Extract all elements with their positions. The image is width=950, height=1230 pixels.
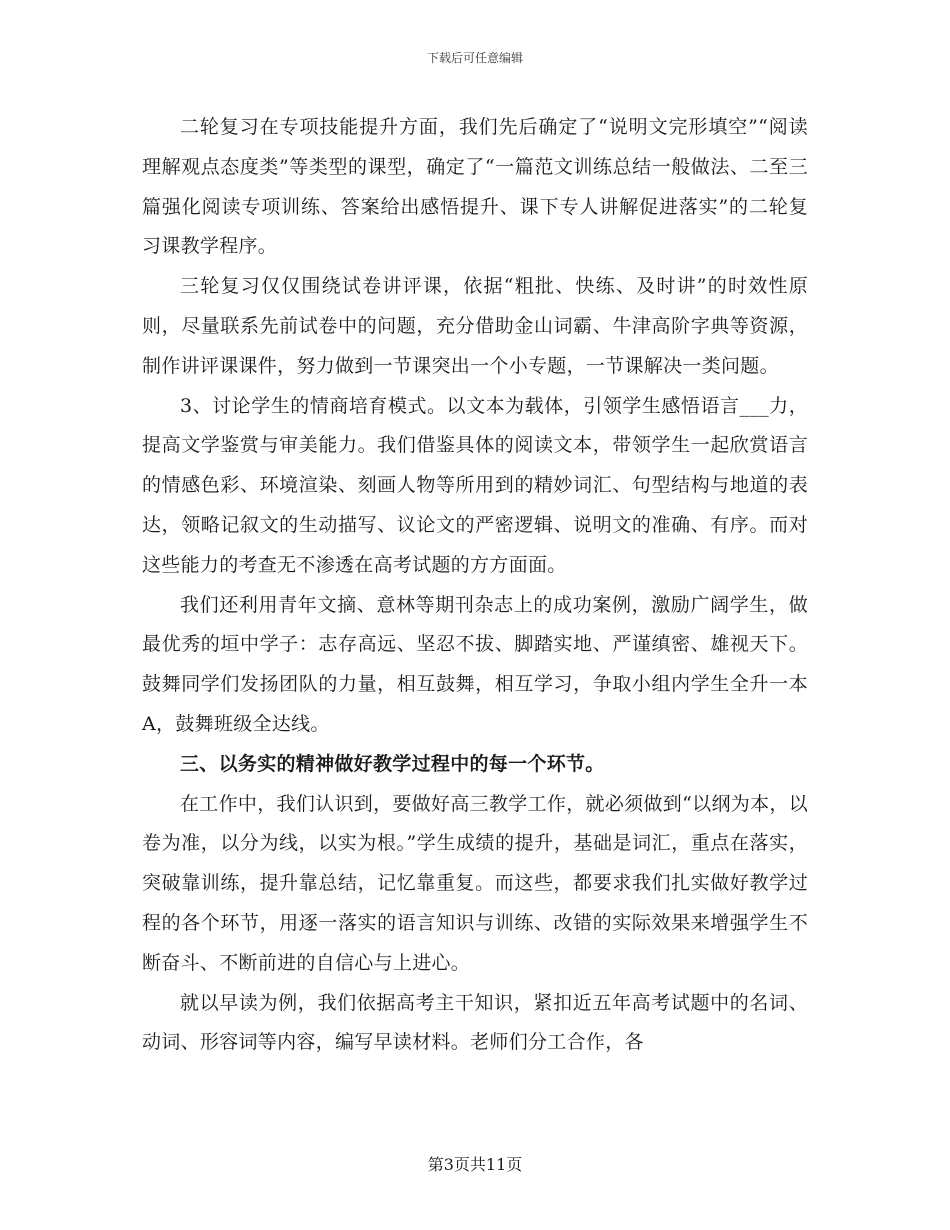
page-header-note: 下载后可任意编辑: [426, 51, 523, 65]
paragraph-morning-reading: 就以早读为例，我们依据高考主干知识，紧扣近五年高考试题中的名词、动词、形容词等内容，编写早读材料。老师们分工合作，各: [142, 991, 808, 1054]
document-body: [142, 108, 808, 1063]
paragraph-eq-training: 3、讨论学生的情商培育模式。以文本为载体，引领学生感悟语言___力，提高文学鉴赏与审美能力。我们借鉴具体的阅读文本，带领学生一起欣赏语言的情感色彩、环境渲染、刻画人物等所用到的精妙词汇、句型结构与地道的表达，领略记叙文的生动描写、议论文的严密逻辑、说明文的准确、有序。而对这些能力的考查无不渗透在高考试题的方方面面。: [142, 394, 808, 576]
paragraph-work-principles: 在工作中，我们认识到，要做好高三教学工作，就必须做到“以纲为本，以卷为准，以分为线，以实为根。”学生成绩的提升，基础是词汇，重点在落实，突破靠训练，提升靠总结，记忆靠重复。而这些，都要求我们扎实做好教学过程的各个环节，用逐一落实的语言知识与训练、改错的实际效果来增强学生不断奋斗、不断前进的自信心与上进心。: [142, 792, 808, 974]
section-heading-three: 三、以务实的精神做好教学过程中的每一个环节。: [180, 752, 605, 775]
paragraph-third-round-review: 三轮复习仅仅围绕试卷讲评课，依据“粗批、快练、及时讲”的时效性原则，尽量联系先前试卷中的问题，充分借助金山词霸、牛津高阶字典等资源，制作讲评课课件，努力做到一节课突出一个小专题，一节课解决一类问题。: [142, 275, 808, 377]
page-number: 第3页共11页: [427, 1155, 523, 1174]
paragraph-motivation: 我们还利用青年文摘、意林等期刊杂志上的成功案例，激励广阔学生，做最优秀的垣中学子：志存高远、坚忍不拔、脚踏实地、严谨缜密、雄视天下。鼓舞同学们发扬团队的力量，相互鼓舞，相互学习，争取小组内学生全升一本A，鼓舞班级全达线。: [142, 593, 808, 735]
paragraph-second-round-review: 二轮复习在专项技能提升方面，我们先后确定了“说明文完形填空”“阅读理解观点态度类”等类型的课型，确定了“一篇范文训练总结一般做法、二至三篇强化阅读专项训练、答案给出感悟提升、课下专人讲解促进落实”的二轮复习课教学程序。: [142, 116, 808, 258]
